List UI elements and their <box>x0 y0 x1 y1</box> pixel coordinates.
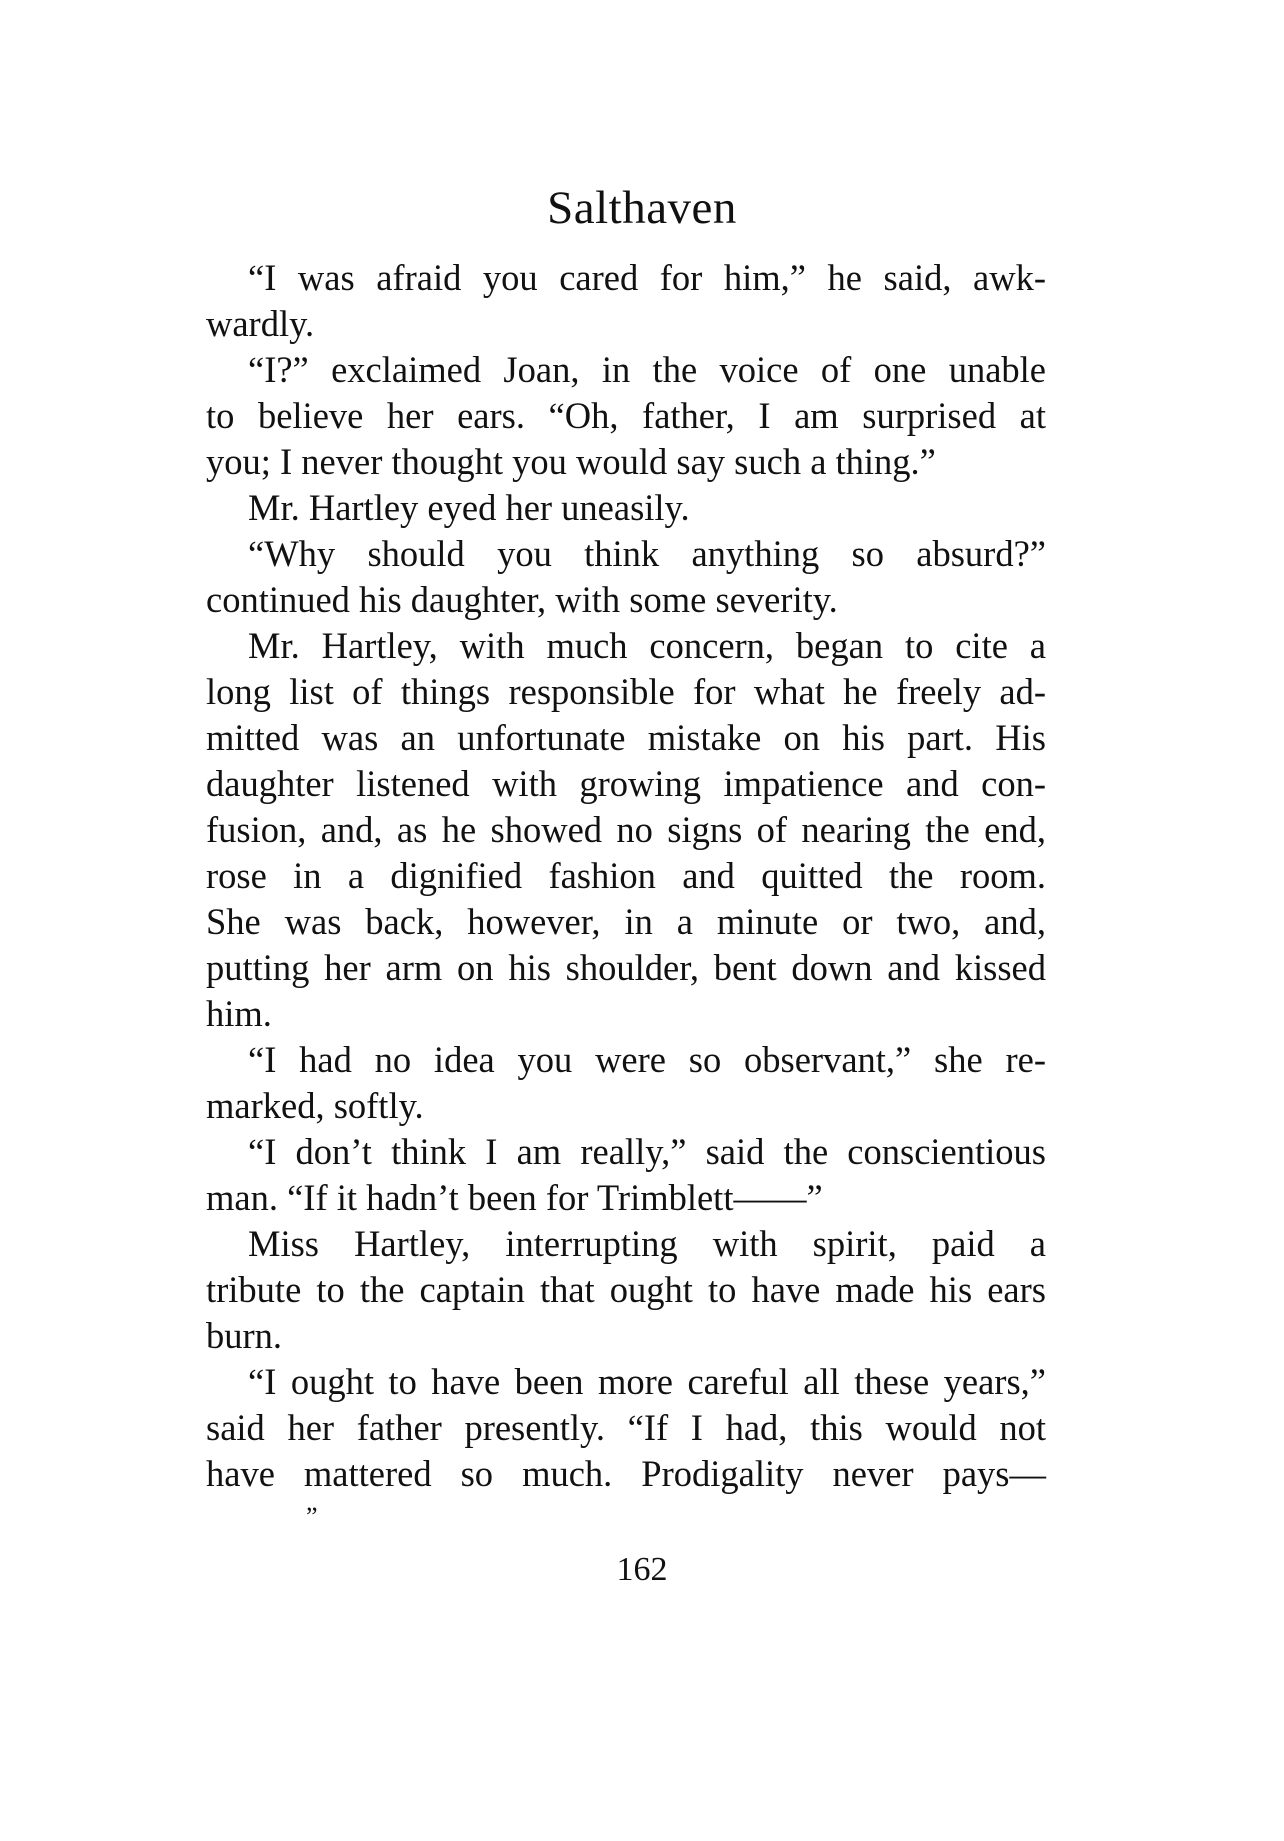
text-line: have mattered so much. Prodigality never pays— <box>206 1453 1046 1494</box>
text-line: fusion, and, as he showed no signs of nearing the end, <box>206 809 1046 850</box>
text-line: daughter listened with growing impatience and con- <box>206 763 1046 804</box>
running-head: Salthaven <box>547 182 737 234</box>
text-line: mitted was an unfortunate mistake on his part. His <box>206 717 1046 758</box>
text-line: to believe her ears. “Oh, father, I am surprised at <box>206 395 1046 436</box>
trailing-quote: ” <box>306 1502 318 1531</box>
text-line: Mr. Hartley, with much concern, began to cite a <box>248 625 1046 666</box>
text-line: “Why should you think anything so absurd?” <box>248 533 1046 574</box>
text-line: tribute to the captain that ought to have made his ears <box>206 1269 1046 1310</box>
text-line: Miss Hartley, interrupting with spirit, paid a <box>248 1223 1046 1264</box>
text-line: “I don’t think I am really,” said the conscientious <box>248 1131 1046 1172</box>
text-line: She was back, however, in a minute or two, and, <box>206 901 1046 942</box>
text-line: him. <box>206 993 272 1034</box>
text-line: continued his daughter, with some severity. <box>206 579 838 620</box>
text-line: marked, softly. <box>206 1085 424 1126</box>
text-line: said her father presently. “If I had, this would not <box>206 1407 1046 1448</box>
text-line: “I had no idea you were so observant,” she re- <box>248 1039 1046 1080</box>
text-line: Mr. Hartley eyed her uneasily. <box>248 487 690 528</box>
text-line: burn. <box>206 1315 283 1356</box>
text-line: long list of things responsible for what he freely ad- <box>206 671 1046 712</box>
text-line: putting her arm on his shoulder, bent down and kissed <box>206 947 1046 988</box>
text-line: “I?” exclaimed Joan, in the voice of one unable <box>248 349 1046 390</box>
text-line: man. “If it hadn’t been for Trimblett——” <box>206 1177 823 1218</box>
body-text <box>206 255 1046 1537</box>
text-line: rose in a dignified fashion and quitted the room. <box>206 855 1046 896</box>
text-line: “I ought to have been more careful all these years,” <box>248 1361 1046 1402</box>
page-number: 162 <box>616 1551 668 1588</box>
text-line: wardly. <box>206 303 315 344</box>
text-line: “I was afraid you cared for him,” he said, awk- <box>248 257 1046 298</box>
text-line: you; I never thought you would say such a thing.” <box>206 441 936 482</box>
